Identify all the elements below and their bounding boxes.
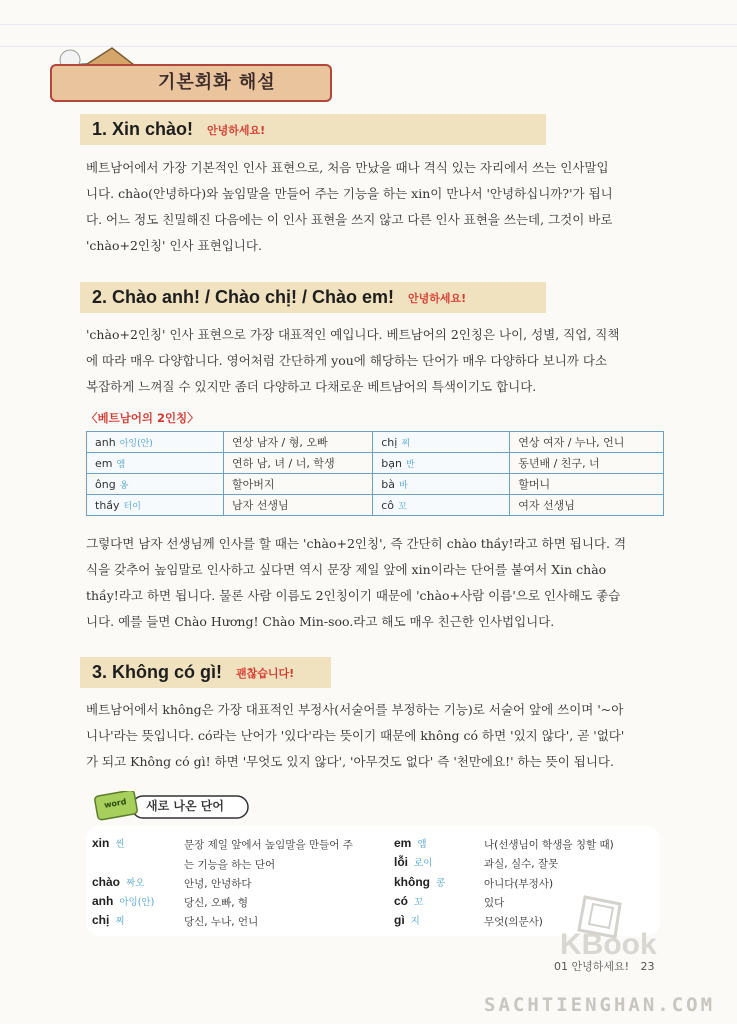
pronoun-meaning: 할머니 xyxy=(518,478,551,491)
text-line: thầy!라고 하면 됩니다. 물론 사람 이름도 2인칭이기 때문에 'chào+사람 이름'으로 인사해도 좋습 xyxy=(86,588,621,603)
pronoun-meaning: 동년배 / 친구, 너 xyxy=(518,457,600,470)
pronoun-pronunciation: 아잉(안) xyxy=(119,438,153,449)
section-2-title: 2. Chào anh! / Chào chị! / Chào em! xyxy=(92,287,395,307)
vocab-word: chào xyxy=(92,875,121,889)
vocab-meaning xyxy=(184,914,258,929)
vocab-pronunciation: 앰 xyxy=(417,839,427,850)
vocab-meaning-line: 는 기능을 하는 단어 xyxy=(184,859,276,871)
table-cell xyxy=(373,432,510,453)
pronoun-pronunciation: 꼬 xyxy=(398,501,407,512)
pronoun-meaning: 남자 선생님 xyxy=(232,499,289,512)
vocab-word: chị xyxy=(92,913,110,927)
pronoun-word: anh xyxy=(95,435,116,449)
vocab-word: xin xyxy=(92,836,110,850)
section-1-body xyxy=(86,155,664,259)
vocab-meaning xyxy=(184,895,248,910)
page-number: 23 xyxy=(640,960,655,973)
vocab-meaning xyxy=(484,837,614,852)
vocab-meaning xyxy=(184,837,353,872)
pronoun-meaning: 할아버지 xyxy=(232,478,275,491)
text-line: 니다. chào(안녕하다)와 높임말을 만들어 주는 기능을 하는 xin이 만나서 '안녕하십니까?'가 됩니 xyxy=(86,186,613,201)
table-cell xyxy=(87,432,224,453)
pronoun-meaning: 여자 선생님 xyxy=(518,499,575,512)
table-cell xyxy=(510,432,664,453)
table-cell xyxy=(510,453,664,474)
text-line: 베트남어에서 가장 기본적인 인사 표현으로, 처음 만났을 때나 격식 있는 자리에서 쓰는 인사말입 xyxy=(86,160,609,175)
pronoun-pronunciation: 찌 xyxy=(401,438,411,449)
section-3-subtitle: 괜찮습니다! xyxy=(236,666,295,680)
vocab-item xyxy=(394,855,432,869)
vocab-item xyxy=(394,836,427,850)
table-cell xyxy=(87,495,224,516)
pronoun-word: thầy xyxy=(95,498,120,512)
vocab-item xyxy=(92,913,125,927)
text-line: 가 되고 Không có gì! 하면 '무엇도 있지 않다', '아무것도 없다' 즉 '천만에요!' 하는 뜻이 됩니다. xyxy=(86,754,614,769)
section-2-body xyxy=(86,322,664,400)
table-cell xyxy=(87,453,224,474)
vocab-pronunciation: 꼬 xyxy=(414,897,424,908)
table-cell xyxy=(510,495,664,516)
table-cell xyxy=(373,453,510,474)
section-2-body-after-table xyxy=(86,531,664,635)
vocab-meaning-line: 안녕, 안녕하다 xyxy=(184,878,252,890)
vocab-meaning xyxy=(184,876,252,891)
vocab-pronunciation: 아잉(안) xyxy=(119,897,155,908)
vocab-meaning xyxy=(484,856,558,871)
section-3-title: 3. Không có gì! xyxy=(92,662,222,682)
pronoun-word: em xyxy=(95,456,113,470)
table-cell xyxy=(224,495,373,516)
text-line: 식을 갖추어 높임말로 인사하고 싶다면 역시 문장 제일 앞에 xin이라는 단어를 붙여서 Xin chào xyxy=(86,562,607,577)
table-row xyxy=(87,432,664,453)
pronoun-word: bà xyxy=(381,477,395,491)
vocab-title: 새로 나온 단어 xyxy=(146,799,224,813)
vocab-item xyxy=(394,875,445,889)
page-title: 기본회화 해설 xyxy=(158,72,276,93)
vocab-item xyxy=(92,894,154,908)
table-cell xyxy=(87,474,224,495)
vocab-meaning-line: 무엇(의문사) xyxy=(484,916,543,928)
vocab-word: lỗi xyxy=(394,855,408,869)
watermark-url: SACHTIENGHAN.COM xyxy=(484,994,716,1016)
section-3-heading xyxy=(80,657,331,688)
table-cell xyxy=(510,474,664,495)
text-line: 베트남어에서 không은 가장 대표적인 부정사(서술어를 부정하는 기능)로 서술어 앞에 쓰이며 '~아 xyxy=(86,702,624,717)
vocab-word: anh xyxy=(92,894,114,908)
text-line: 'chào+2인칭' 인사 표현입니다. xyxy=(86,238,262,253)
table-row xyxy=(87,453,664,474)
section-2-heading xyxy=(80,282,546,313)
text-line: 니다. 예를 들면 Chào Hương! Chào Min-soo.라고 해도 매우 친근한 인사법입니다. xyxy=(86,614,555,629)
vocab-meaning-line: 과실, 실수, 잘못 xyxy=(484,858,559,870)
pronoun-table xyxy=(86,431,664,516)
table-row xyxy=(87,495,664,516)
pronoun-word: bạn xyxy=(381,456,402,470)
vocab-item xyxy=(394,913,420,927)
section-1-heading xyxy=(80,114,546,145)
section-3-body xyxy=(86,697,664,775)
pronoun-pronunciation: 앰 xyxy=(116,459,126,470)
pronoun-meaning: 연상 남자 / 형, 오빠 xyxy=(232,436,328,449)
section-1-subtitle: 안녕하세요! xyxy=(207,123,266,137)
vocab-meaning-line: 나(선생님이 학생을 칭할 때) xyxy=(484,839,614,851)
vocab-pronunciation: 찌 xyxy=(115,916,125,927)
text-line: 니나'라는 뜻입니다. có라는 난어가 '있다'라는 뜻이기 때문에 không có 하면 '있지 않다', 곧 '없다' xyxy=(86,728,625,743)
word-label: word xyxy=(103,797,128,810)
vocab-meaning-line: 당신, 누나, 언니 xyxy=(184,916,259,928)
vocab-pronunciation: 지 xyxy=(410,916,420,927)
kbook-text: KBook xyxy=(560,928,657,961)
table-cell xyxy=(373,474,510,495)
section-1-title: 1. Xin chào! xyxy=(92,119,194,139)
vocab-item xyxy=(394,894,423,908)
pronoun-word: cô xyxy=(381,498,395,512)
vocab-pronunciation: 로이 xyxy=(414,858,433,869)
pronoun-meaning: 연하 남, 녀 / 너, 학생 xyxy=(232,457,335,470)
vocab-word: có xyxy=(394,894,409,908)
pronoun-meaning: 연상 여자 / 누나, 언니 xyxy=(518,436,625,449)
pronoun-pronunciation: 바 xyxy=(398,480,408,491)
table-cell xyxy=(224,474,373,495)
vocab-item xyxy=(92,836,125,850)
table-caption: 〈베트남어의 2인칭〉 xyxy=(86,411,199,425)
pronoun-pronunciation: 옹 xyxy=(119,480,129,491)
pronoun-word: chị xyxy=(381,435,398,449)
pronoun-pronunciation: 반 xyxy=(405,459,415,470)
vocab-meaning xyxy=(484,895,504,910)
vocab-meaning-line: 아니다(부정사) xyxy=(484,878,554,890)
vocab-word: gì xyxy=(394,913,405,927)
vocab-pronunciation: 씬 xyxy=(115,839,125,850)
text-line: 다. 어느 정도 친밀해진 다음에는 이 인사 표현을 쓰지 않고 다른 인사 표현을 쓰는데, 그것이 바로 xyxy=(86,212,613,227)
vocab-meaning xyxy=(484,914,543,929)
text-line: 복잡하게 느껴질 수 있지만 좀더 다양하고 다채로운 베트남어의 특색이기도 합니다. xyxy=(86,379,537,394)
text-line: 그렇다면 남자 선생님께 인사를 할 때는 'chào+2인칭', 즉 간단히 chào thầy!라고 하면 됩니다. 격 xyxy=(86,536,627,551)
section-2-subtitle: 안녕하세요! xyxy=(408,291,467,305)
vocab-meaning-line: 당신, 오빠, 형 xyxy=(184,897,249,909)
pronoun-pronunciation: 터이 xyxy=(123,501,141,512)
page-footer xyxy=(554,958,655,974)
vocab-pronunciation: 콩 xyxy=(436,878,446,889)
table-row xyxy=(87,474,664,495)
pronoun-word: ông xyxy=(95,477,116,491)
vocab-meaning-line: 있다 xyxy=(484,897,505,909)
vocab-pronunciation: 짜오 xyxy=(126,878,145,889)
table-cell xyxy=(373,495,510,516)
vocab-meaning-line: 문장 제일 앞에서 높임말을 만들어 주 xyxy=(184,839,353,851)
vocab-meaning xyxy=(484,876,553,891)
text-line: 에 따라 매우 다양합니다. 영어처럼 간단하게 you에 해당하는 단어가 매우 다양하다 보니까 다소 xyxy=(86,353,608,368)
text-line: 'chào+2인칭' 인사 표현으로 가장 대표적인 예입니다. 베트남어의 2인칭은 나이, 성별, 직업, 직책 xyxy=(86,327,620,342)
vocab-item xyxy=(92,875,144,889)
table-cell xyxy=(224,453,373,474)
footer-chapter: 01 안녕하세요! xyxy=(554,960,630,973)
table-cell xyxy=(224,432,373,453)
vocab-word: không xyxy=(394,875,430,889)
vocab-word: em xyxy=(394,836,412,850)
